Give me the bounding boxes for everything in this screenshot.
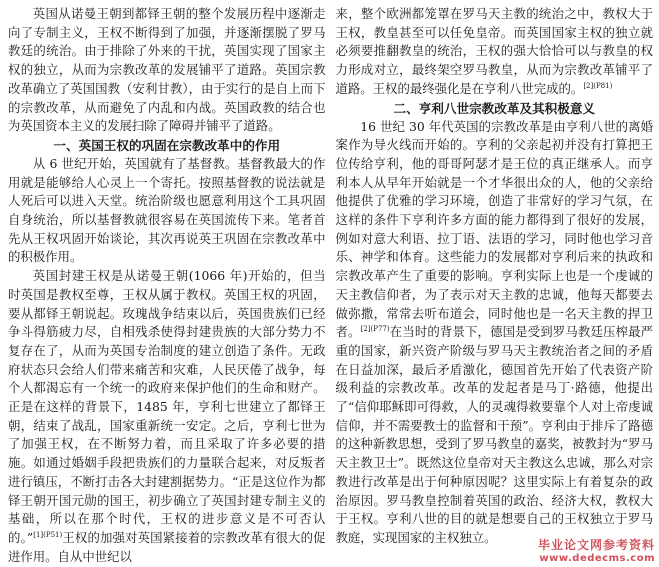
section-heading-1: 一、英国王权的巩固在宗教改革中的作用 xyxy=(53,137,281,153)
left-column xyxy=(8,5,326,567)
paragraph-continued xyxy=(336,5,654,99)
right-column xyxy=(336,5,654,567)
paragraph-1: 从 6 世纪开始，英国就有了基督教。基督教最大的作用就是能够给人心灵上一个寄托。按照基督教的说法就是人死后可以进入天堂。统治阶级也愿意利用这个工具巩固自身统治，所以基督教就很容易在英国流传下来。笔者首先从王权巩固开始谈论，其次再说英王巩固在宗教改革中的积极作用。 xyxy=(8,155,326,265)
paragraph-intro: 英国从诺曼王朝到都铎王朝的整个发展历程中逐渐走向了专制主义，王权不断得到了加强，并逐渐摆脱了罗马教廷的统治。由于排除了外来的干扰，英国实现了国家主权的独立，从而为宗教改革的发展铺平了道路。英国宗教改革确立了英国国教（安利甘教），由于实行的是自上而下的宗教改革，从而避免了内乱和内战。英国政教的结合也为英国资本主义的发展扫除了障碍并铺平了道路。 xyxy=(8,6,326,134)
paragraph-2-tail: 王权的加强对英国紧接着的宗教改革有很大的促进作用。自从中世纪以 xyxy=(8,529,326,564)
citation-2: [2](P81) xyxy=(583,81,613,90)
watermark-url: www.dedecms.com xyxy=(539,553,655,564)
paragraph-3 xyxy=(336,118,654,548)
watermark-title: 毕业论文网参考资料 xyxy=(537,538,655,552)
paragraph-3-text: 16 世纪 30 年代英国的宗教改革是由亨利八世的离婚案作为导火线而开始的。亨利的父亲起初并没有打算把王位传给亨利，他的哥哥阿瑟才是王位的真正继承人。而亨利本人从早年开始就是一个才华很出众的人，他的父亲给他提供了优雅的学习环境，创造了非常好的学习气氛，在这样的条件下亨利许多方面的能力都得到了很好的发展，例如对意大利语、拉丁语、法语的学习，同时他也学习音乐、神学和体育。这些能力的发展都对亨利后来的执政和宗教改革产生了重要的影响。亨利实际上也是一个虔诚的天主教信仰者，为了表示对天主教的忠诚，他每天都要去做弥撒，常常去听布道会，同时他也是一名天主教的捍卫者。 xyxy=(335,118,653,340)
paragraph-2 xyxy=(8,267,326,566)
paragraph-3-tail: 在当时的背景下，德国是受到罗马教廷压榨最严重的国家，新兴资产阶级与罗马天主教统治者之间的矛盾在日益加深，最后矛盾激化，德国首先开始了代表资产阶级利益的宗教改革。改革的发起者是马丁·路德，他提出了“信仰耶稣即可得救，人的灵魂得救要靠个人对上帝虔诚信仰，并不需要教士的监督和干预”。亨利由于排斥了路德的这种新教思想，受到了罗马教皇的嘉奖，被教封为“罗马天主教卫士”。既然这位皇帝对天主教这么忠诚，那么对宗教进行改革是出于何种原因呢？这里实际上有着复杂的政治原因。罗马教皇控制着英国的政治、经济大权，教权大于王权。亨利八世的目的就是想要自己的王权独立于罗马教庭，实现国家的主权独立。 xyxy=(335,324,653,545)
section-heading-2: 二、亨利八世宗教改革及其积极意义 xyxy=(393,100,595,116)
paragraph-continued-text: 来，整个欧洲都笼罩在罗马天主教的统治之中，教权大于王权，教皇甚至可以任免皇帝。而英国国家主权的独立就必须要推翻教皇的统治，王权的强大恰恰可以与教皇的权力形成对立，最终架空罗马教皇，从而为宗教改革铺平了道路。王权的最终强化是在亨利八世完成的。 xyxy=(335,6,653,96)
citation-3: [2](P77) xyxy=(360,325,390,334)
watermark xyxy=(538,539,655,565)
paragraph-2-text: 英国封建王权是从诺曼王朝(1066 年)开始的，但当时英国是教权至尊，王权从属于教权。英国王权的巩固，要从都铎王朝说起。玫瑰战争结束以后，英国贵族们已经争斗得筋疲力尽，自相残杀使得封建贵族的大部分势力不复存在了，从而为英国专治制度的建立创造了条件。无政府状态只会给人们带来痛苦和灾难，人民厌倦了战争，每个人都渴忘有一个统一的政府来保护他们的生命和财产。正是在这样的背景下，1485 年，亨利七世建立了都铎王朝，结束了战乱，国家重新统一安定。之后，亨利七世为了加强王权，在不断努力着，而且采取了许多必要的措施。如通过婚姻手段把贵族们的力量联合起来，对反叛者进行镇压，不断打击各大封建割据势力。“正是这位作为都铎王朝开国元勋的国王，初步确立了英国封建专制主义的基础，所以在那个时代，王权的进步意义是不可否认的。” xyxy=(8,268,326,545)
citation-1: [1](P51) xyxy=(33,530,63,539)
